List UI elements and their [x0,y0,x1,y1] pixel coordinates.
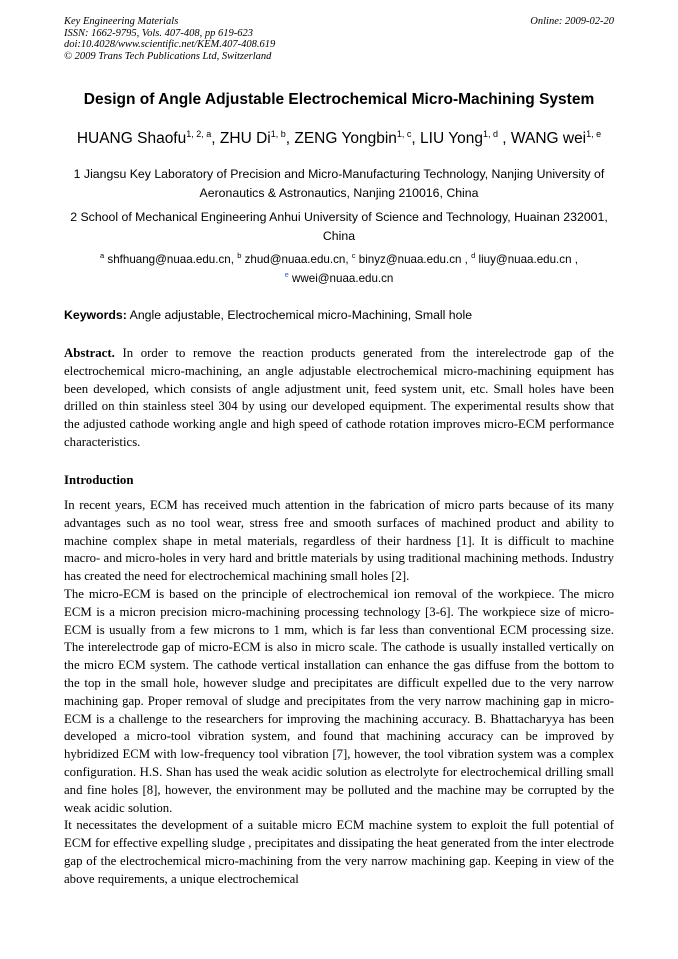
author-list [40,130,638,148]
affiliation-1: 1 Jiangsu Key Laboratory of Precision and Micro-Manufacturing Technology, Nanjing University of Aeronautics & Astronautics, Nanjing 210016, China [73,167,605,200]
journal-name: Key Engineering Materials [64,16,179,27]
abstract [64,345,614,452]
paragraph: It necessitates the development of a suitable micro ECM machine system to exploit the full potential of ECM for effective expelling sludge , precipitates and dissipating the heat generated from the inter electrode gap of the electrochemical micro-machining from the very narrow machining gap. Keeping in view of the above requirements, a unique electrochemical [64,818,614,886]
email-mark: e [284,270,289,279]
affiliation-2: 2 School of Mechanical Engineering Anhui University of Science and Technology, Huainan 232001, China [70,210,608,243]
author-affiliation-mark: 1, d [482,129,498,139]
keywords-text: Angle adjustable, Electrochemical micro-Machining, Small hole [126,308,473,322]
introduction-body [64,497,614,889]
email-mark: b [237,251,242,260]
keywords-label: Keywords: [64,308,127,322]
author-separator: , [411,130,421,147]
author-affiliation-mark: 1, b [270,129,286,139]
doi-line: doi:10.4028/www.scientific.net/KEM.407-408.619 [64,39,276,51]
author-separator: , [285,130,295,147]
email-mark: c [351,251,356,260]
paragraph: The micro-ECM is based on the principle of electrochemical ion removal of the workpiece. The micro ECM is a micron precision micro-machining processing technology [3-6]. The workpiece size of micro-ECM is usually from a few microns to 1 mm, which is far less than conventional ECM processing size. The interelectrode gap of micro-ECM is also in micro scale. The cathode is usually installed vertically on the micro ECM system. The cathode vertical installation can enhance the gas diffuse from the bottom to the top in the small hole, however sludge and precipitates are difficult expelled due to the very narrow machining gap. Proper removal of sludge and precipitates from the very narrow machining gap in micro-ECM is a challenge to the researchers for improving the machining accuracy. B. Bhattacharyya has been developed a micro-tool vibration system, and found that machining accuracy can be improved by hybridized ECM with low-frequency tool vibration [7], however, the tool vibration system was a complex configuration. H.S. Shan has used the weak acidic solution as electrolyte for electrochemical drilling small and fine holes [8], however, the environment may be polluted and the machine may be corrupted by the weak acidic solution. [64,586,614,815]
keywords [64,308,614,322]
email-address: zhud@nuaa.edu.cn, [244,253,349,266]
issn-line: ISSN: 1662-9795, Vols. 407-408, pp 619-623 [64,27,253,39]
author-name: ZHU Di [219,130,271,147]
author-name: HUANG Shaofu [76,130,187,147]
copyright-line: © 2009 Trans Tech Publications Ltd, Switzerland [64,50,272,62]
email-address: wwei@nuaa.edu.cn [292,272,394,285]
author-separator: , [211,130,220,147]
email-list [64,250,614,288]
author-affiliation-mark: 1, c [396,129,412,139]
abstract-label: Abstract. [64,346,115,360]
email-address: binyz@nuaa.edu.cn , [358,253,468,266]
author-separator: , [498,130,511,147]
paper-title: Design of Angle Adjustable Electrochemical Micro-Machining System [83,91,595,108]
email-mark: a [100,251,105,260]
author-affiliation-mark: 1, e [586,129,602,139]
email-mark: d [471,251,476,260]
author-name: ZENG Yongbin [294,130,397,147]
paragraph: In recent years, ECM has received much attention in the fabrication of micro parts because of its many advantages such as no tool wear, stress free and smooth surfaces of machined product and ability to machine complex shape in metal materials, regardless of their hardness [1]. It is difficult to machine macro- and micro-holes in very hard and brittle materials by using traditional machining methods. Industry has created the need for electrochemical machining small holes [2]. [64,498,614,584]
online-date: Online: 2009-02-20 [530,16,614,27]
email-address: shfhuang@nuaa.edu.cn, [107,253,234,266]
author-name: WANG wei [510,130,587,147]
author-name: LIU Yong [420,130,483,147]
journal-header [64,16,614,62]
section-heading-introduction: Introduction [64,473,134,487]
email-address: liuy@nuaa.edu.cn , [478,253,578,266]
author-affiliation-mark: 1, 2, a [186,129,212,139]
abstract-text: In order to remove the reaction products generated from the interelectrode gap of the electrochemical micro-machining, an angle adjustable electrochemical micro-machining equipment has been developed, which consists of angle adjustment unit, feed system unit, etc. Small holes have been drilled on thin stainless steel 304 by using our developed equipment. The experimental results show that the adjusted cathode working angle and high speed of cathode rotation improves micro-ECM performance characteristics. [64,346,614,449]
